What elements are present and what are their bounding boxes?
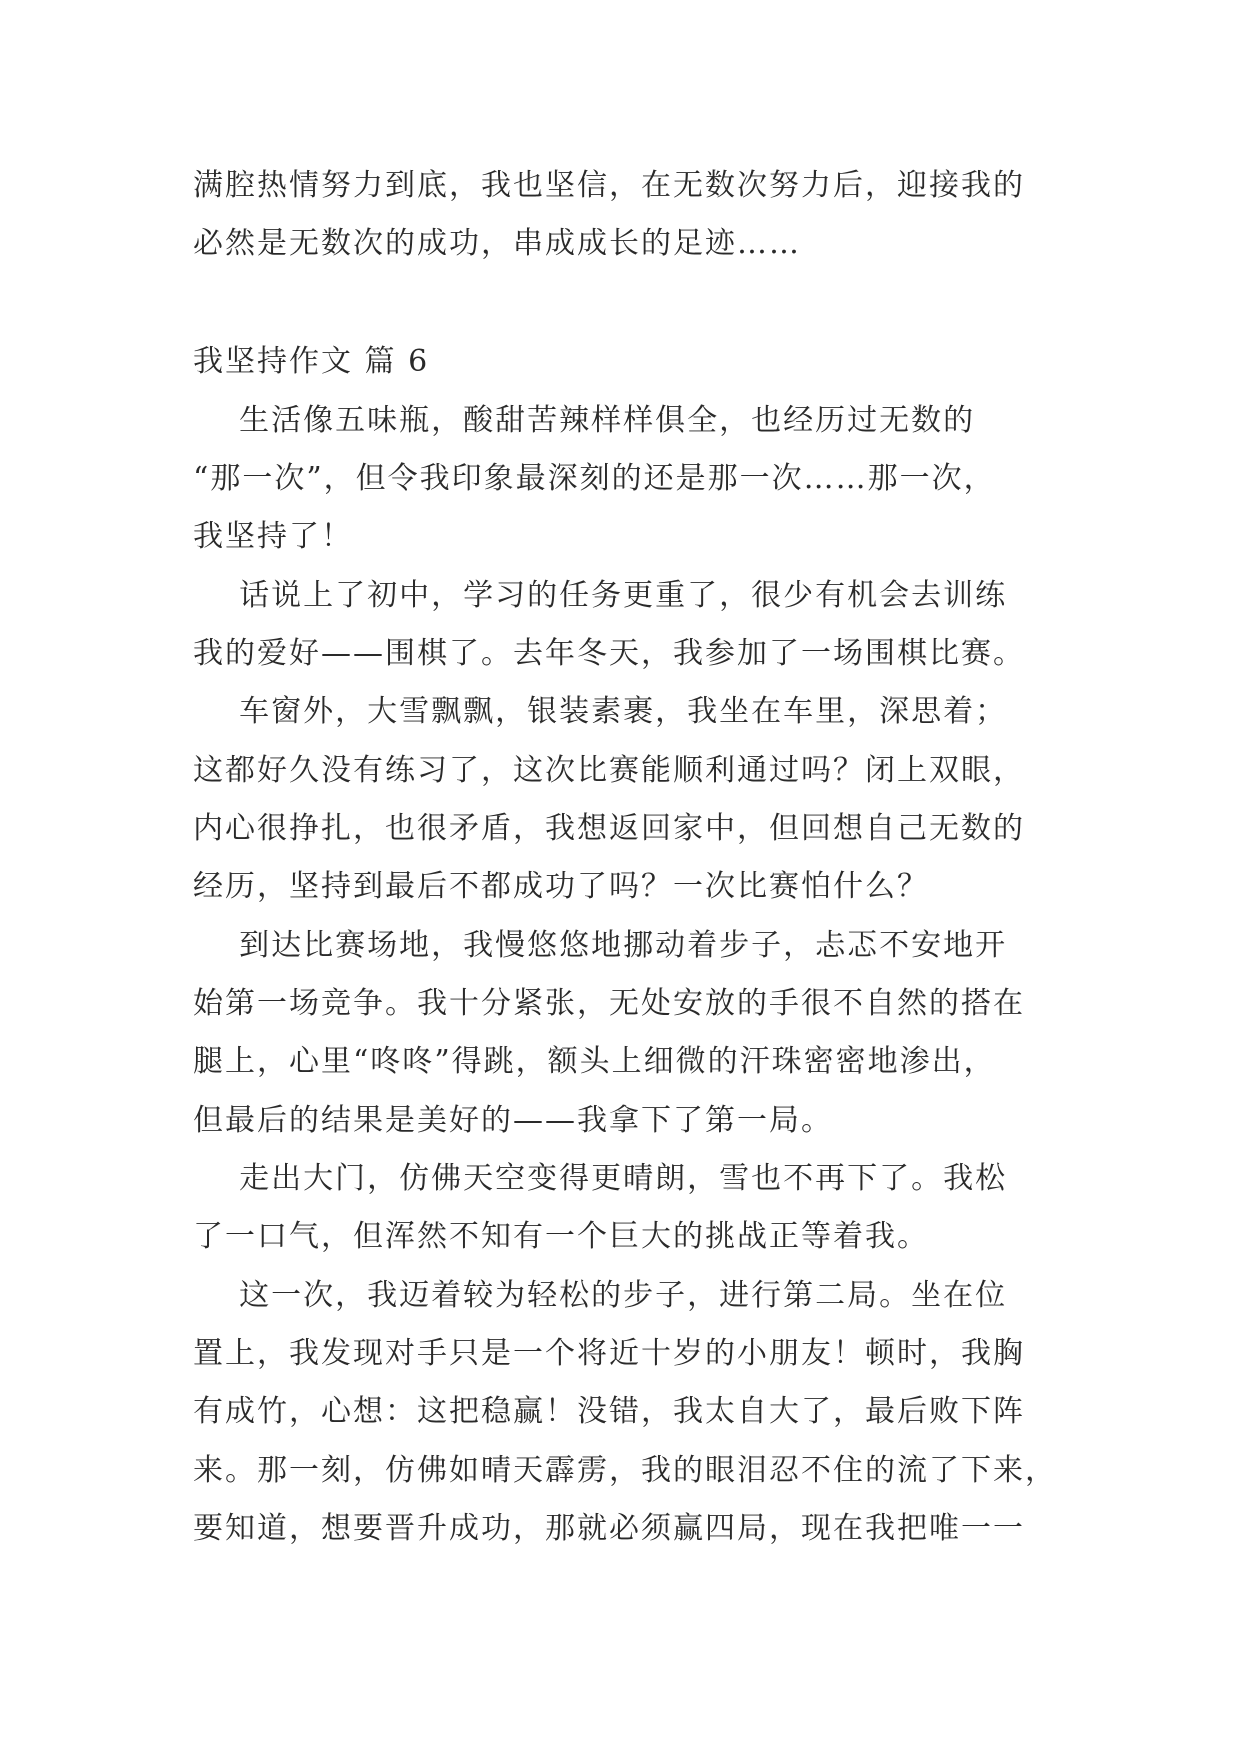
text-line: 腿上，心里“咚咚”得跳，额头上细微的汗珠密密地渗出， xyxy=(193,1044,996,1079)
text-line: 我坚持了！ xyxy=(193,519,353,554)
text-line: 我的爱好——围棋了。去年冬天，我参加了一场围棋比赛。 xyxy=(193,636,1025,671)
text-line: 来。那一刻，仿佛如晴天霹雳，我的眼泪忍不住的流了下来， xyxy=(193,1453,1057,1488)
text-line: 走出大门，仿佛天空变得更晴朗，雪也不再下了。我松 xyxy=(193,1161,1008,1196)
text-line: 了一口气，但浑然不知有一个巨大的挑战正等着我。 xyxy=(193,1219,929,1254)
text-line: 满腔热情努力到底，我也坚信，在无数次努力后，迎接我的 xyxy=(193,168,1025,203)
text-line: 这都好久没有练习了，这次比赛能顺利通过吗？闭上双眼， xyxy=(193,753,1025,788)
text-line: 有成竹，心想：这把稳赢！没错，我太自大了，最后败下阵 xyxy=(193,1394,1025,1429)
text-line: 生活像五味瓶，酸甜苦辣样样俱全，也经历过无数的 xyxy=(193,403,976,438)
text-line: 经历，坚持到最后不都成功了吗？一次比赛怕什么？ xyxy=(193,869,929,904)
text-line: 要知道，想要晋升成功，那就必须赢四局，现在我把唯一一 xyxy=(193,1511,1025,1546)
text-line: 到达比赛场地，我慢悠悠地挪动着步子，忐忑不安地开 xyxy=(193,928,1008,963)
text-line: 这一次，我迈着较为轻松的步子，进行第二局。坐在位 xyxy=(193,1278,1008,1313)
section-heading: 我坚持作文 篇 6 xyxy=(193,344,430,379)
text-line: 置上，我发现对手只是一个将近十岁的小朋友！顿时，我胸 xyxy=(193,1336,1025,1371)
text-line: 话说上了初中，学习的任务更重了，很少有机会去训练 xyxy=(193,578,1008,613)
text-line: “那一次”，但令我印象最深刻的还是那一次……那一次， xyxy=(193,461,996,496)
text-line: 始第一场竞争。我十分紧张，无处安放的手很不自然的搭在 xyxy=(193,986,1025,1021)
text-line: 内心很挣扎，也很矛盾，我想返回家中，但回想自己无数的 xyxy=(193,811,1025,846)
text-line: 车窗外，大雪飘飘，银装素裹，我坐在车里，深思着； xyxy=(193,694,1008,729)
text-line: 必然是无数次的成功，串成成长的足迹…… xyxy=(193,226,801,261)
text-line: 但最后的结果是美好的——我拿下了第一局。 xyxy=(193,1103,833,1138)
